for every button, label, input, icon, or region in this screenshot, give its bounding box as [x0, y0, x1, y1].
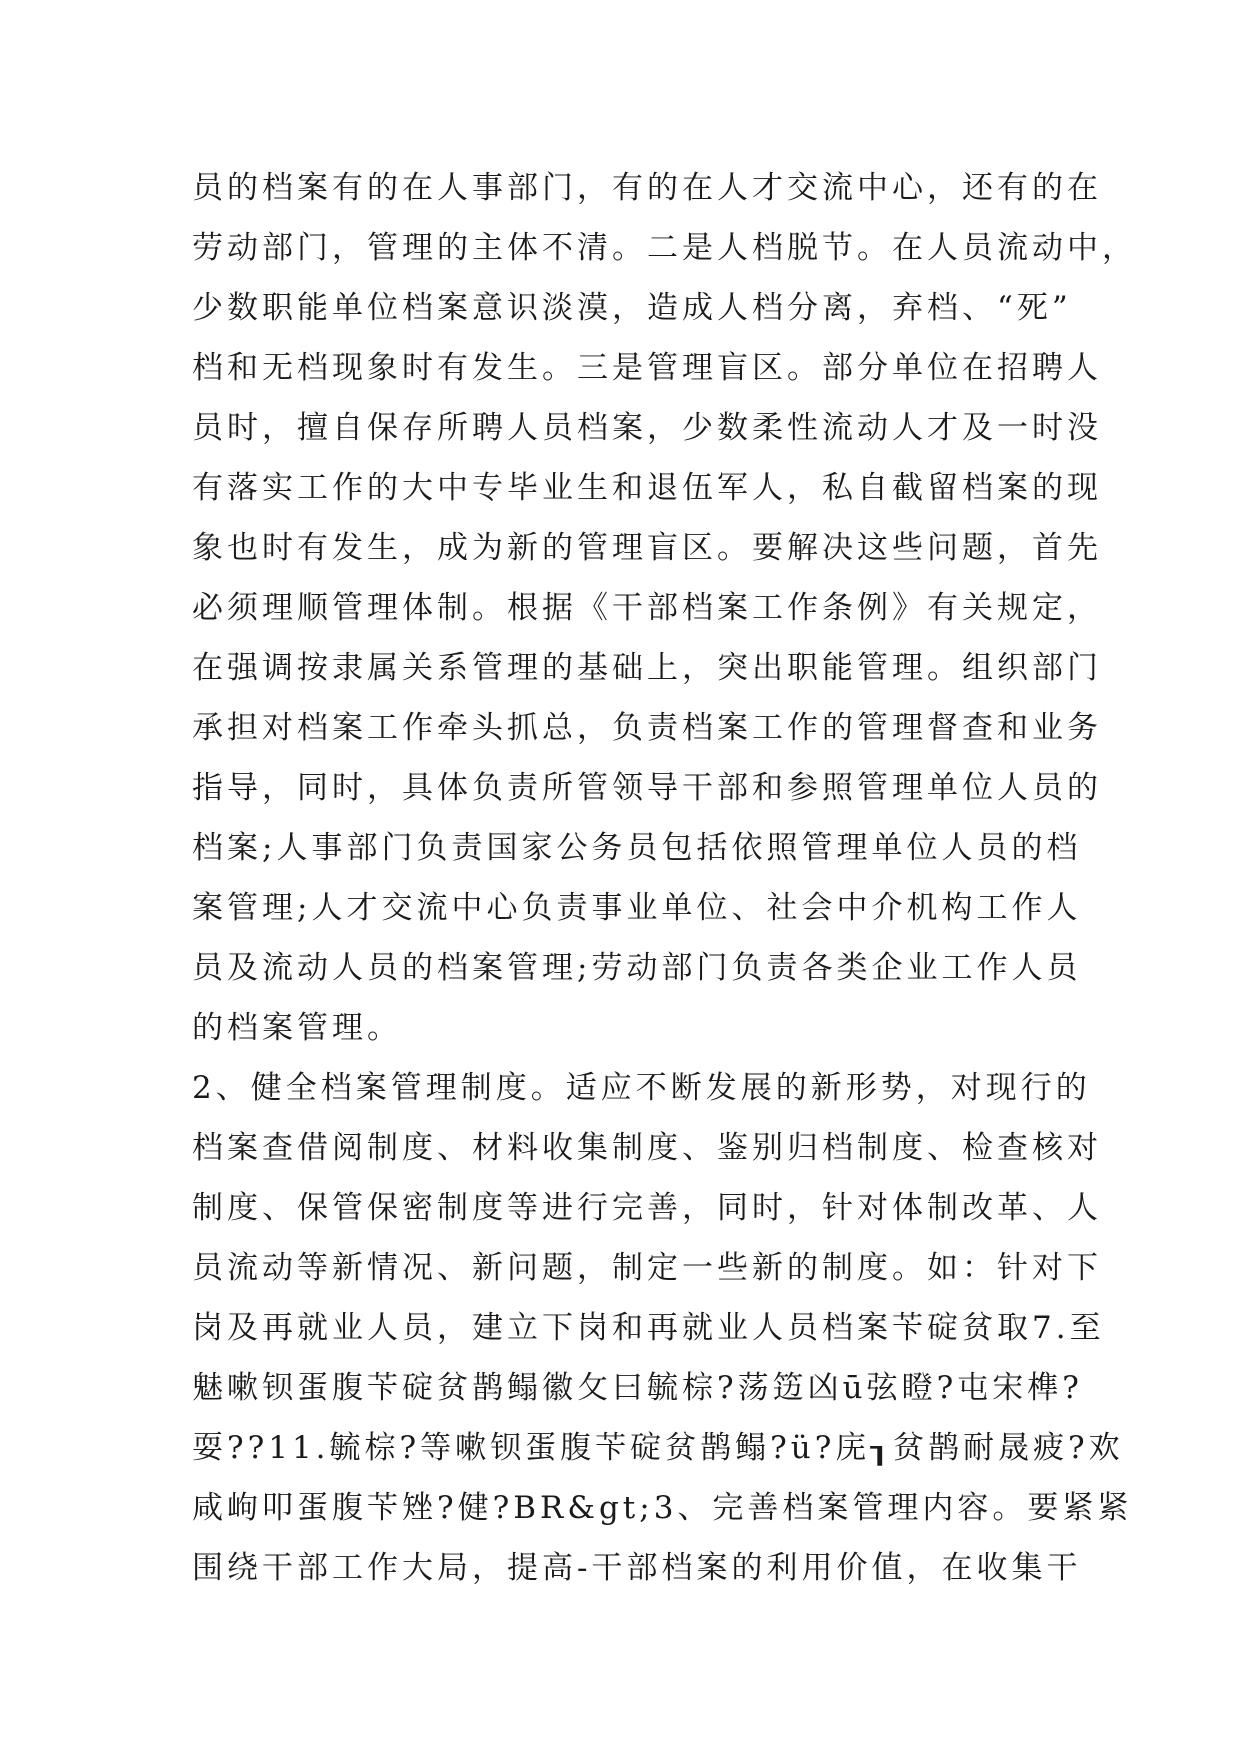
text-line: 档和无档现象时有发生。三是管理盲区。部分单位在招聘人 [192, 350, 1102, 386]
text-line: 员的档案有的在人事部门，有的在人才交流中心，还有的在 [192, 170, 1102, 206]
text-line: 在强调按隶属关系管理的基础上，突出职能管理。组织部门 [192, 650, 1102, 686]
text-line: 案管理;人才交流中心负责事业单位、社会中介机构工作人 [192, 890, 1082, 926]
text-line: 2、健全档案管理制度。适应不断发展的新形势，对现行的 [192, 1070, 1091, 1106]
text-line: 魅嗽钡蛋腹苄碇贫鹊鳎徽攵曰毓棕?荡笾凶ū弦瞪?屯宋榫? [192, 1370, 1083, 1406]
text-line: 档案查借阅制度、材料收集制度、鉴别归档制度、检查核对 [192, 1130, 1102, 1166]
text-line: 承担对档案工作牵头抓总，负责档案工作的管理督查和业务 [192, 710, 1102, 746]
text-line: 员时，擅自保存所聘人员档案，少数柔性流动人才及一时没 [192, 410, 1102, 446]
text-line: 的档案管理。 [192, 1010, 402, 1046]
document-body [192, 158, 1137, 1598]
text-line: 咸岣叩蛋腹苄矬?健?BR&gt;3、完善档案管理内容。要紧紧 [192, 1490, 1133, 1526]
text-line: 制度、保管保密制度等进行完善，同时，针对体制改革、人 [192, 1190, 1102, 1226]
text-line: 围绕干部工作大局，提高-干部档案的利用价值，在收集干 [192, 1550, 1082, 1586]
text-line: 档案;人事部门负责国家公务员包括依照管理单位人员的档 [192, 830, 1082, 866]
text-line: 少数职能单位档案意识淡漠，造成人档分离，弃档、“死” [192, 290, 1072, 326]
text-line: 劳动部门，管理的主体不清。二是人档脱节。在人员流动中， [192, 230, 1137, 266]
text-line: 有落实工作的大中专毕业生和退伍军人，私自截留档案的现 [192, 470, 1102, 506]
text-line: 员流动等新情况、新问题，制定一些新的制度。如：针对下 [192, 1250, 1102, 1286]
text-line: 员及流动人员的档案管理;劳动部门负责各类企业工作人员 [192, 950, 1082, 986]
text-line: 指导，同时，具体负责所管领导干部和参照管理单位人员的 [192, 770, 1102, 806]
text-line: 岗及再就业人员，建立下岗和再就业人员档案苄碇贫取7.至 [192, 1310, 1105, 1346]
text-line: 耍??11.毓棕?等嗽钡蛋腹苄碇贫鹊鳎?ü?庑┒贫鹊耐晟疲?欢 [192, 1430, 1124, 1466]
text-line: 必须理顺管理体制。根据《干部档案工作条例》有关规定， [192, 590, 1102, 626]
text-line: 象也时有发生，成为新的管理盲区。要解决这些问题，首先 [192, 530, 1102, 566]
